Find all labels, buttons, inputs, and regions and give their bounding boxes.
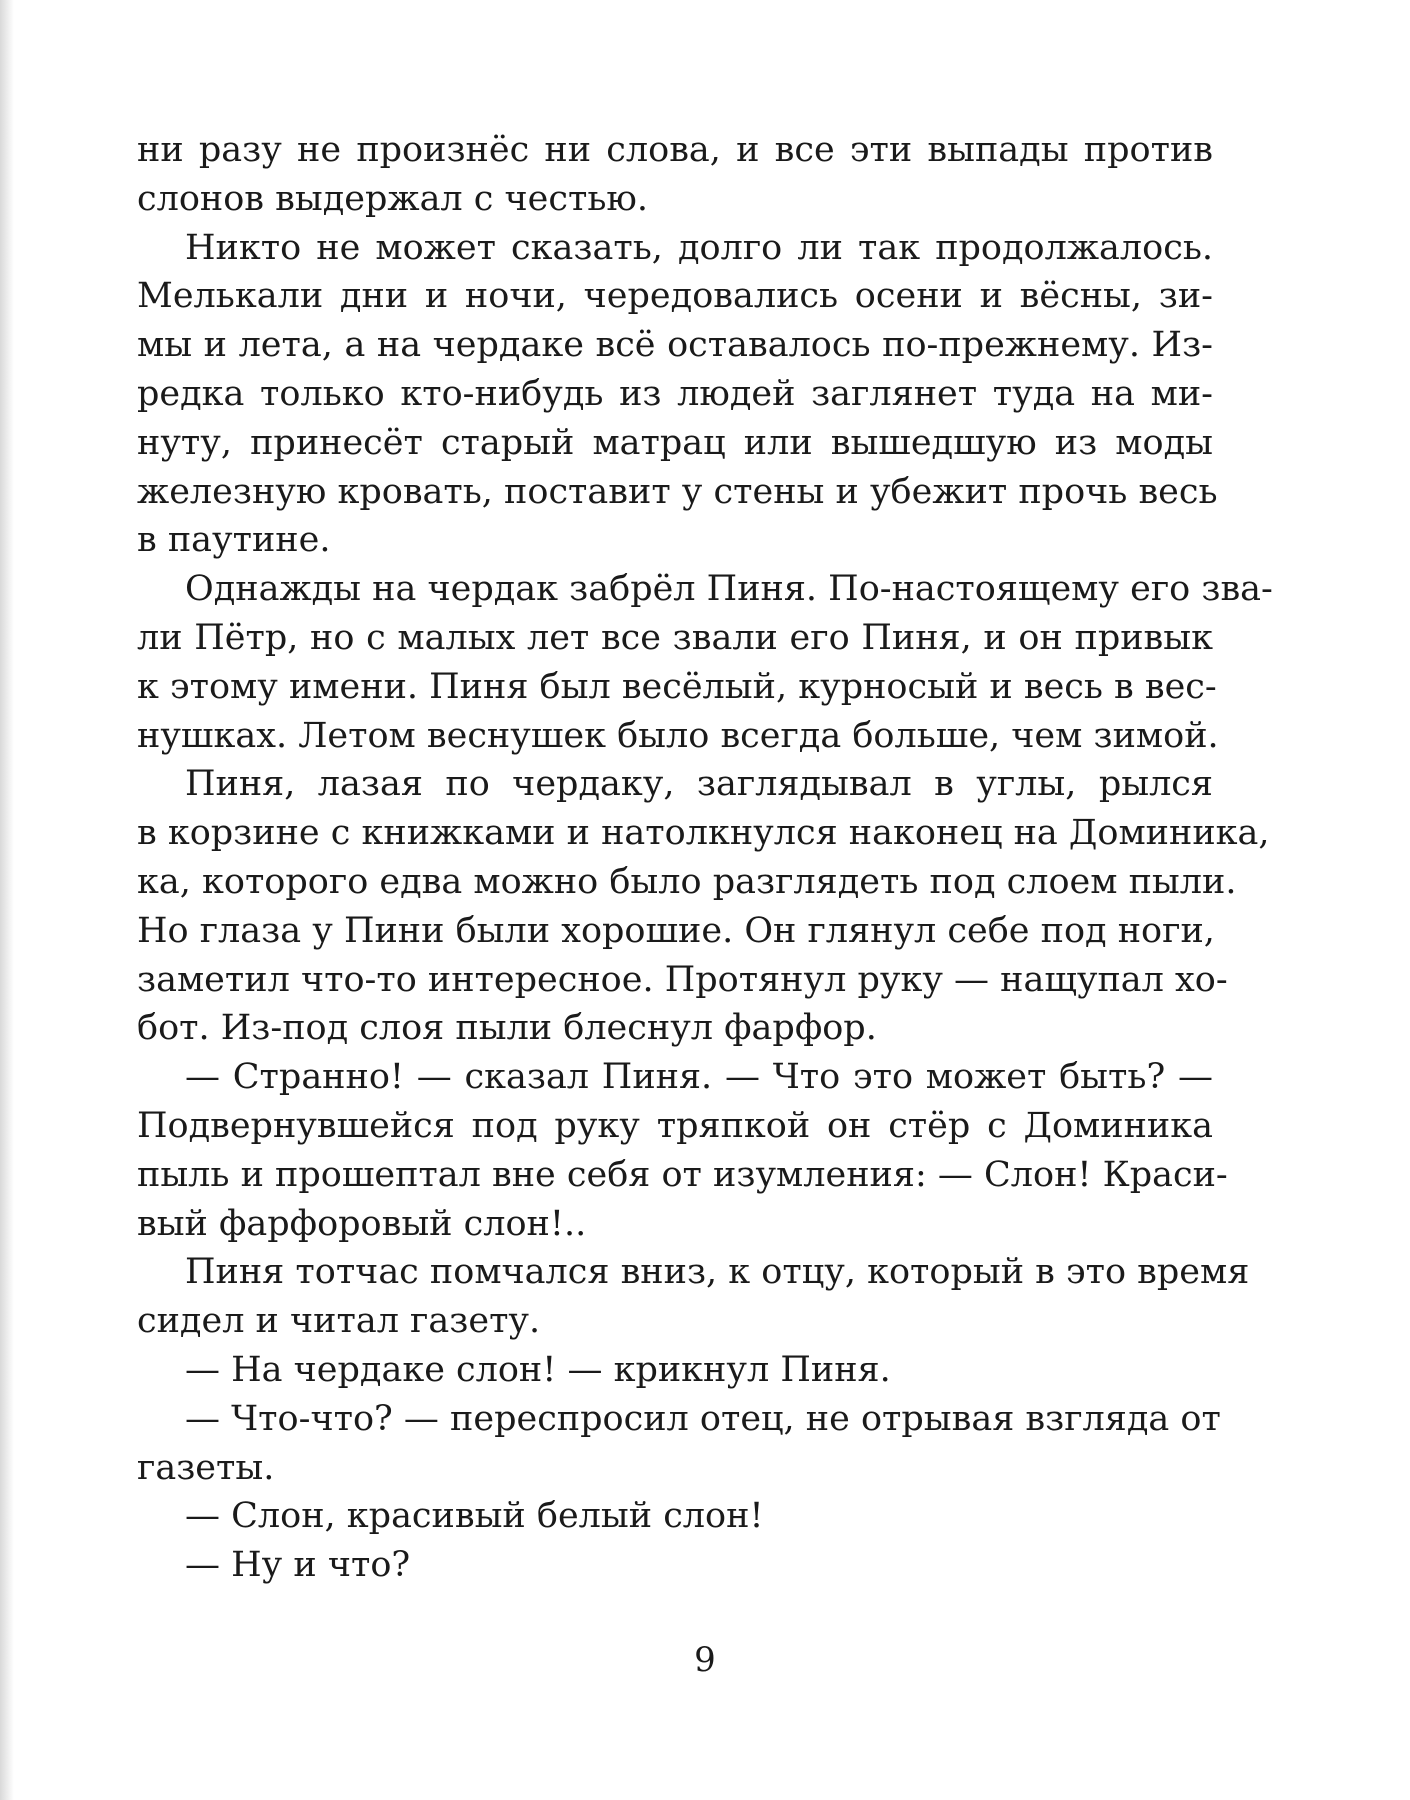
text-line: нуту, принесёт старый матрац или вышедшую из моды <box>137 422 1213 463</box>
text-line: — На чердаке слон! — крикнул Пиня. <box>185 1349 891 1390</box>
text-line: нушках. Летом веснушек было всегда больше, чем зимой. <box>137 715 1219 756</box>
text-line: Но глаза у Пини были хорошие. Он глянул себе под ноги, <box>137 910 1215 951</box>
text-line: слонов выдержал с честью. <box>137 178 648 219</box>
text-line: Пиня тотчас помчался вниз, к отцу, который в это время <box>185 1252 1250 1293</box>
text-line: газеты. <box>137 1447 275 1488</box>
text-line: редка только кто-нибудь из людей заглянет туда на ми- <box>137 373 1213 414</box>
text-line: — Слон, красивый белый слон! <box>185 1496 764 1537</box>
text-line: ни разу не произнёс ни слова, и все эти выпады против <box>137 130 1213 170</box>
page-edge-shadow <box>0 0 14 1800</box>
text-line: сидел и читал газету. <box>137 1301 541 1342</box>
text-line: Никто не может сказать, долго ли так продолжалось. <box>185 227 1213 268</box>
text-line: — Что-что? — переспросил отец, не отрывая взгляда от <box>185 1398 1221 1439</box>
text-line: — Странно! — сказал Пиня. — Что это может быть? — <box>185 1057 1213 1098</box>
text-line: в паутине. <box>137 520 331 561</box>
text-line: — Ну и что? <box>185 1545 411 1586</box>
text-line: Однажды на чердак забрёл Пиня. По-настоящему его зва- <box>185 569 1273 610</box>
text-line: ка, которого едва можно было разглядеть под слоем пыли. <box>137 861 1237 902</box>
text-line: ли Пётр, но с малых лет все звали его Пиня, и он привык <box>137 617 1213 658</box>
text-line: вый фарфоровый слон!.. <box>137 1203 587 1244</box>
text-line: к этому имени. Пиня был весёлый, курносый и весь в вес- <box>137 666 1217 707</box>
text-line: пыль и прошептал вне себя от изумления: — Слон! Краси- <box>137 1154 1228 1195</box>
text-line: мы и лета, а на чердаке всё оставалось по-прежнему. Из- <box>137 325 1213 366</box>
text-line: заметил что-то интересное. Протянул руку — нащупал хо- <box>137 959 1228 1000</box>
body-text <box>137 126 1273 1590</box>
text-line: Мелькали дни и ночи, чередовались осени и вёсны, зи- <box>137 276 1213 317</box>
text-line: в корзине с книжками и натолкнулся наконец на Доминика, <box>137 813 1270 854</box>
page-number: 9 <box>694 1640 716 1680</box>
text-line: бот. Из-под слоя пыли блеснул фарфор. <box>137 1008 877 1049</box>
text-line: железную кровать, поставит у стены и убежит прочь весь <box>137 471 1218 512</box>
text-line: Пиня, лазая по чердаку, заглядывал в углы, рылся <box>185 764 1213 805</box>
text-line: Подвернувшейся под руку тряпкой он стёр с Доминика <box>137 1105 1213 1146</box>
